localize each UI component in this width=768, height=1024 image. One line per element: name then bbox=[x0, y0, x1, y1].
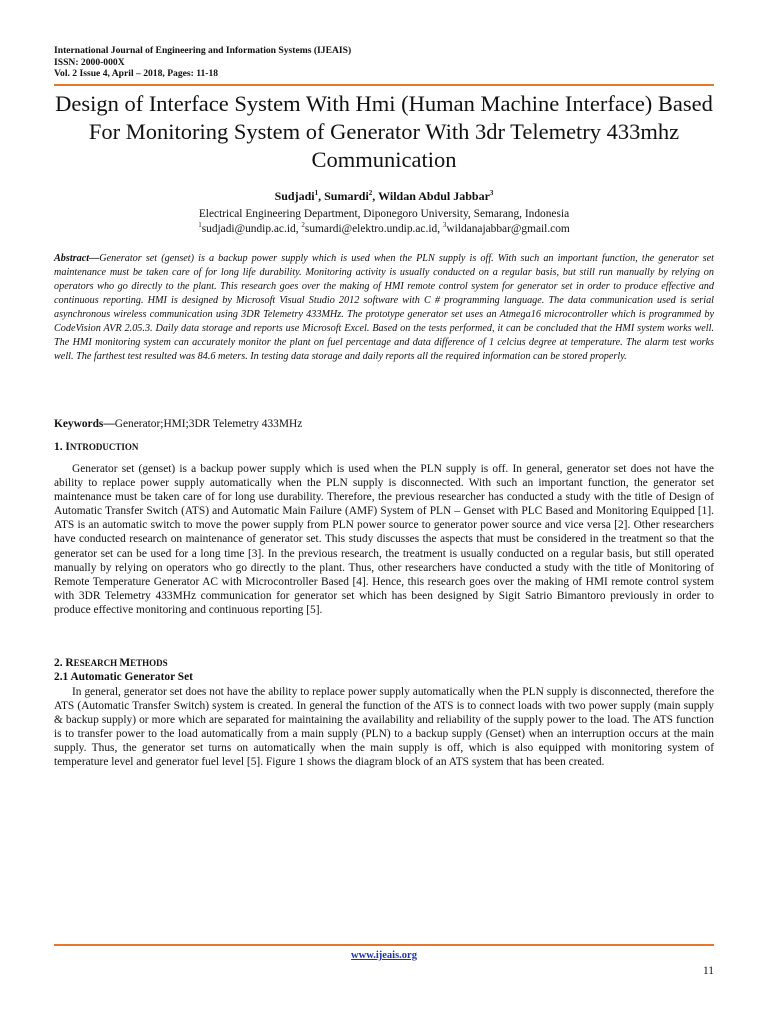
author-name: Sudjadi bbox=[274, 189, 315, 203]
subsection-heading: 2.1 Automatic Generator Set bbox=[54, 671, 193, 683]
affiliation-block bbox=[54, 207, 714, 236]
email-link[interactable]: wildanajabbar@gmail.com bbox=[446, 222, 570, 235]
header-rule bbox=[54, 84, 714, 86]
abstract bbox=[54, 252, 714, 364]
author-sup: 3 bbox=[489, 189, 494, 197]
keywords bbox=[54, 417, 714, 431]
section-heading-introduction: 1. INTRODUCTION bbox=[54, 441, 139, 453]
introduction-paragraph: Generator set (genset) is a backup power supply which is used when the PLN supply is off. In general, generator set does not have the ability to replace power supply automatically when the PLN supply is disconnected. With such an important function, the generator set maintenance must be taken care of for long use durability. Therefore, the previous researcher has conducted a study with the title of Design of Automatic Transfer Switch (ATS) and Automatic Main Failure (AMF) System of PLN – Genset with PLC Based and Monitoring Equipped [1]. ATS is an automatic switch to move the power supply from PLN power source to generator power source and vice versa [2]. Other researchers have conducted research on maintenance of generator set. This study discusses the aspects that must be considered in the treatment so that the generator set can be used for a long time [3]. In the previous research, the treatment is usually conducted on a regular basis, but still operated manually by relying on operators who go directly to the plant. Thus, other researchers have conducted a study with the title of Monitoring of Remote Temperature Generator AC with Microcontroller Based [4]. Hence, this research goes over the making of HMI remote control system with 3DR Telemetry 433MHz communication for generator set which has been designed by Sigit Satrio Bimantoro previously in order to produce effective monitoring and continuous reporting [5]. bbox=[54, 463, 714, 616]
email-list: $^1$sudjadi@undip.ac.id, $^2$sumardi@elektro.undip.ac.id, $^3$wildanajabbar@gmail.com bbox=[198, 220, 570, 235]
author-list: Sudjadi$^1$, Sumardi$^2$, Wildan Abdul Jabbar$^3$ bbox=[274, 189, 494, 203]
section-heading-methods: 2. RESEARCH METHODS bbox=[54, 657, 168, 669]
author-sup: 1 bbox=[314, 189, 319, 197]
abstract-text: Generator set (genset) is a backup power supply which is used when the PLN supply is off. With such an important function, the generator set maintenance must be taken care of for long life durability. Monitoring activity is usually conducted on a regular basis, but still run manually by relying on operators who go directly to the plant. This research goes over the making of HMI remote control system for generator set in order to produce effective and continuous reporting. HMI is designed by Microsoft Visual Studio 2012 software with C # programming language. The data communication used is serial asynchronous wireless communication using 3DR Telemetry 433MHz. The prototype generator set uses an Atmega16 microcontroller which is programmed by CodeVision AVR 2.05.3. Daily data storage and reports use Microsoft Excel. Based on the tests performed, it can be concluded that the HMI system works well. The HMI monitoring system can accurately monitor the plant on fuel percentage and data difference of 1 celcius degree at temperature. The alarm test works well. The farthest test resulted was 84.6 meters. In testing data storage and daily reports all the required information can be stored properly. bbox=[54, 253, 714, 362]
affiliation: Electrical Engineering Department, Diponegoro University, Semarang, Indonesia bbox=[198, 208, 570, 220]
keywords-label: Keywords— bbox=[54, 418, 115, 430]
email-link[interactable]: sudjadi@undip.ac.id bbox=[201, 222, 296, 235]
journal-header bbox=[54, 45, 714, 80]
author-name: Sumardi bbox=[324, 189, 369, 203]
journal-name: International Journal of Engineering and Information Systems (IJEAIS) bbox=[54, 45, 352, 56]
journal-issn: ISSN: 2000-000X bbox=[54, 56, 125, 68]
methods-paragraph: In general, generator set does not have the ability to replace power supply automatically when the PLN supply is disconnected, therefore the ATS (Automatic Transfer Switch) system is created. In general the function of the ATS is to connect loads with two power supply (main supply & backup supply) or more which are separated for maintaining the availability and reliability of the supply power to the load. The ATS function is to transfer power to the load automatically from a main supply (PLN) to a backup supply (Genset) when an interruption occurs at the main supply. Thus, the generator set turns on automatically when the main supply is off, which is also equipped with monitoring system of temperature level and generator fuel level [5]. Figure 1 shows the diagram block of an ATS system that has been created. bbox=[54, 686, 714, 769]
footer-rule bbox=[54, 944, 714, 946]
journal-volume: Vol. 2 Issue 4, April – 2018, Pages: 11-18 bbox=[54, 68, 219, 80]
keywords-text: Generator;HMI;3DR Telemetry 433MHz bbox=[114, 418, 303, 430]
paper-title: Design of Interface System With Hmi (Human Machine Interface) Based For Monitoring System of Generator With 3dr Telemetry 433mhz Communication bbox=[55, 91, 713, 172]
footer-link[interactable]: www.ijeais.org bbox=[351, 950, 417, 961]
author-name: Wildan Abdul Jabbar bbox=[378, 189, 490, 203]
email-link[interactable]: sumardi@elektro.undip.ac.id bbox=[304, 222, 438, 235]
abstract-label: Abstract— bbox=[54, 253, 100, 264]
author-sup: 2 bbox=[368, 189, 373, 197]
page-number: 11 bbox=[703, 965, 714, 977]
